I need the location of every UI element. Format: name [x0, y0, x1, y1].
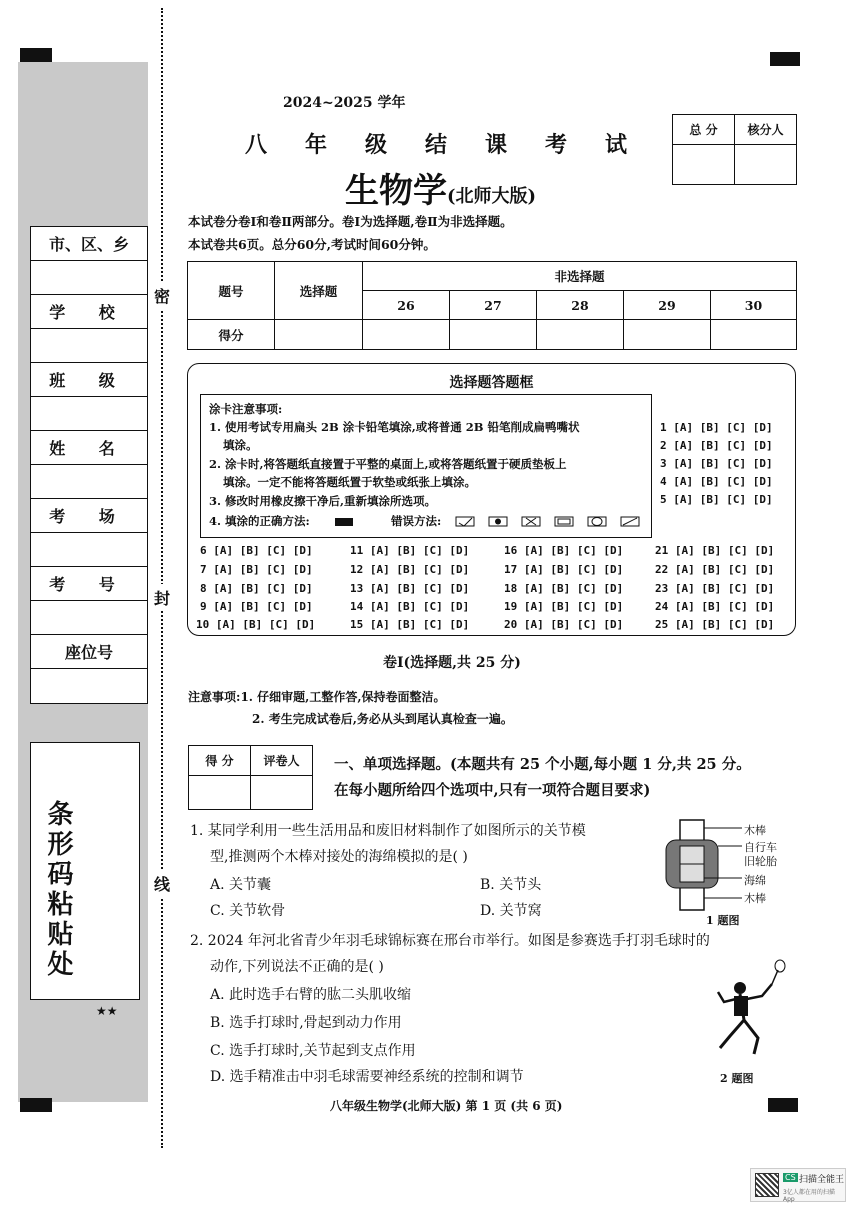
- bubble-row-4[interactable]: 4 [A] [B] [C] [D]: [660, 475, 773, 488]
- seal-char-feng: 封: [154, 584, 170, 611]
- grid-col-30: 30: [711, 291, 797, 320]
- alignment-marker-bottom-right: [768, 1098, 798, 1112]
- q2-option-b[interactable]: B. 选手打球时,骨起到动力作用: [210, 1015, 402, 1031]
- bubble-row-17[interactable]: 17 [A] [B] [C] [D]: [504, 563, 624, 576]
- grid-score-26[interactable]: [363, 320, 450, 350]
- qr-code-icon: [755, 1173, 779, 1197]
- bubble-row-25[interactable]: 25 [A] [B] [C] [D]: [655, 618, 775, 631]
- notes-line-1: 注意事项:1. 仔细审题,工整作答,保持卷面整洁。: [188, 690, 446, 704]
- page-footer: 八年级生物学(北师大版) 第 1 页 (共 6 页): [330, 1099, 563, 1113]
- grid-label-score: 得分: [188, 320, 275, 350]
- q1-option-a[interactable]: A. 关节囊: [210, 877, 272, 893]
- field-district: 市、区、乡: [31, 227, 147, 261]
- bubble-row-8[interactable]: 8 [A] [B] [C] [D]: [200, 582, 313, 595]
- bubble-row-6[interactable]: 6 [A] [B] [C] [D]: [200, 544, 313, 557]
- field-exam-room-blank[interactable]: [31, 533, 147, 567]
- bubble-row-15[interactable]: 15 [A] [B] [C] [D]: [350, 618, 470, 631]
- field-class: 班 级: [31, 363, 147, 397]
- scanner-watermark: [750, 1168, 846, 1202]
- bubble-row-1[interactable]: 1 [A] [B] [C] [D]: [660, 421, 773, 434]
- field-exam-room: 考 场: [31, 499, 147, 533]
- badminton-player-figure: [700, 958, 790, 1062]
- notice-title: 涂卡注意事项:: [209, 402, 283, 416]
- field-name-blank[interactable]: [31, 465, 147, 499]
- notes-line-2: 2. 考生完成试卷后,务必从头到尾认真检查一遍。: [252, 712, 513, 726]
- q2-option-c[interactable]: C. 选手打球时,关节起到支点作用: [210, 1043, 416, 1059]
- intro-line-2: 本试卷共6页。总分60分,考试时间60分钟。: [188, 237, 436, 252]
- field-district-blank[interactable]: [31, 261, 147, 295]
- grid-col-29: 29: [624, 291, 711, 320]
- bubble-row-16[interactable]: 16 [A] [B] [C] [D]: [504, 544, 624, 557]
- grader-score-label: 得 分: [189, 746, 251, 776]
- bubble-row-14[interactable]: 14 [A] [B] [C] [D]: [350, 600, 470, 613]
- part-title: 一、单项选择题。(本题共有 25 个小题,每小题 1 分,共 25 分。: [334, 756, 751, 773]
- seal-char-mi: 密: [154, 282, 170, 309]
- bubble-row-11[interactable]: 11 [A] [B] [C] [D]: [350, 544, 470, 557]
- fig1-label-tire: 旧轮胎: [744, 855, 777, 868]
- total-score-cell[interactable]: [673, 145, 735, 185]
- grader-score-cell[interactable]: [189, 776, 251, 810]
- alignment-marker-bottom-left: [20, 1098, 52, 1112]
- notice-line-3: 2. 涂卡时,将答题纸直接置于平整的桌面上,或将答题纸置于硬质垫板上: [209, 457, 567, 471]
- seal-line: [161, 8, 163, 1148]
- grid-score-29[interactable]: [624, 320, 711, 350]
- intro-line-1: 本试卷分卷Ⅰ和卷Ⅱ两部分。卷Ⅰ为选择题,卷Ⅱ为非选择题。: [188, 214, 513, 229]
- grader-table: [188, 745, 313, 810]
- scanner-tagline: 3亿人都在用的扫描App: [783, 1189, 835, 1203]
- bubble-row-13[interactable]: 13 [A] [B] [C] [D]: [350, 582, 470, 595]
- grid-label-nonchoice: 非选择题: [363, 262, 797, 291]
- total-score-label: 总 分: [673, 115, 735, 145]
- field-exam-number: 考 号: [31, 567, 147, 601]
- notice-line-4: 填涂。一定不能将答题纸置于软垫或纸张上填涂。: [223, 475, 476, 489]
- q2-option-a[interactable]: A. 此时选手右臂的肱二头肌收缩: [210, 987, 412, 1003]
- notice-line-1: 1. 使用考试专用扁头 2B 涂卡铅笔填涂,或将普通 2B 铅笔削成扁鸭嘴状: [209, 420, 580, 434]
- field-school: 学 校: [31, 295, 147, 329]
- grid-score-30[interactable]: [711, 320, 797, 350]
- alignment-marker-top-right: [770, 52, 800, 66]
- joint-model-figure: [650, 818, 750, 914]
- grid-score-27[interactable]: [450, 320, 537, 350]
- grid-score-choice[interactable]: [275, 320, 363, 350]
- bubble-row-21[interactable]: 21 [A] [B] [C] [D]: [655, 544, 775, 557]
- notice-wrong-label: 错误方法:: [391, 514, 442, 528]
- q1-stem-2: 型,推测两个木棒对接处的海绵模拟的是( ): [210, 849, 468, 865]
- grid-label-number: 题号: [188, 262, 275, 320]
- grader-name-label: 评卷人: [251, 746, 313, 776]
- checker-cell[interactable]: [735, 145, 797, 185]
- bubble-row-7[interactable]: 7 [A] [B] [C] [D]: [200, 563, 313, 576]
- grader-name-cell[interactable]: [251, 776, 313, 810]
- grid-col-26: 26: [363, 291, 450, 320]
- field-school-blank[interactable]: [31, 329, 147, 363]
- barcode-label: 条形码粘贴处: [43, 800, 73, 980]
- notice-line-6: 4. 填涂的正确方法:: [209, 514, 310, 528]
- bubble-row-3[interactable]: 3 [A] [B] [C] [D]: [660, 457, 773, 470]
- field-name: 姓 名: [31, 431, 147, 465]
- grid-score-28[interactable]: [537, 320, 624, 350]
- bubble-row-19[interactable]: 19 [A] [B] [C] [D]: [504, 600, 624, 613]
- notice-line-2: 填涂。: [223, 438, 258, 452]
- field-exam-number-blank[interactable]: [31, 601, 147, 635]
- fig2-caption: 2 题图: [720, 1072, 754, 1085]
- fig1-label-bicycle: 自行车: [744, 841, 777, 854]
- seal-char-xian: 线: [154, 870, 170, 897]
- question-score-grid: [187, 261, 797, 350]
- bubble-row-2[interactable]: 2 [A] [B] [C] [D]: [660, 439, 773, 452]
- subject-edition: (北师大版): [447, 186, 537, 207]
- q1-option-d[interactable]: D. 关节窝: [480, 903, 542, 919]
- field-class-blank[interactable]: [31, 397, 147, 431]
- q1-option-b[interactable]: B. 关节头: [480, 877, 542, 893]
- scanner-name: 扫描全能王: [799, 1175, 845, 1185]
- bubble-row-9[interactable]: 9 [A] [B] [C] [D]: [200, 600, 313, 613]
- bubble-row-10[interactable]: 10 [A] [B] [C] [D]: [196, 618, 316, 631]
- subject-name: 生物学: [345, 171, 447, 211]
- q1-stem-1: 1. 某同学利用一些生活用品和废旧材料制作了如图所示的关节模: [190, 823, 586, 839]
- stars-mark: ★★: [96, 1004, 118, 1018]
- q1-option-c[interactable]: C. 关节软骨: [210, 903, 286, 919]
- answer-box-title: 选择题答题框: [449, 375, 534, 391]
- grid-col-27: 27: [450, 291, 537, 320]
- bubble-row-18[interactable]: 18 [A] [B] [C] [D]: [504, 582, 624, 595]
- q2-stem-1: 2. 2024 年河北省青少年羽毛球锦标赛在邢台市举行。如图是参赛选手打羽毛球时的: [190, 933, 710, 949]
- student-info-box: [30, 226, 148, 704]
- bubble-row-5[interactable]: 5 [A] [B] [C] [D]: [660, 493, 773, 506]
- bubble-row-12[interactable]: 12 [A] [B] [C] [D]: [350, 563, 470, 576]
- section-title: 卷Ⅰ(选择题,共 25 分): [383, 655, 521, 671]
- field-seat: 座位号: [31, 635, 147, 669]
- bubble-row-22[interactable]: 22 [A] [B] [C] [D]: [655, 563, 775, 576]
- school-year: 2024~2025 学年: [283, 95, 406, 111]
- fig1-caption: 1 题图: [706, 914, 740, 927]
- exam-title: 八年级结课考试: [245, 132, 666, 158]
- fig1-label-stick-top: 木棒: [744, 824, 766, 837]
- bubble-row-24[interactable]: 24 [A] [B] [C] [D]: [655, 600, 775, 613]
- notice-line-5: 3. 修改时用橡皮擦干净后,重新填涂所选项。: [209, 494, 437, 508]
- total-score-table: [672, 114, 797, 185]
- field-seat-blank[interactable]: [31, 669, 147, 703]
- part-title-2: 在每小题所给四个选项中,只有一项符合题目要求): [334, 782, 651, 799]
- fill-notice-box: [200, 394, 652, 538]
- wrong-fill-samples: [455, 515, 645, 529]
- checker-label: 核分人: [735, 115, 797, 145]
- grid-col-28: 28: [537, 291, 624, 320]
- subject-title: [345, 163, 536, 212]
- cs-logo-icon: CS: [785, 1173, 796, 1182]
- grid-label-choice: 选择题: [275, 262, 363, 320]
- correct-fill-sample: [335, 518, 353, 526]
- q2-option-d[interactable]: D. 选手精准击中羽毛球需要神经系统的控制和调节: [210, 1069, 524, 1085]
- bubble-row-20[interactable]: 20 [A] [B] [C] [D]: [504, 618, 624, 631]
- fig1-label-sponge: 海绵: [744, 874, 766, 887]
- fig1-label-stick-bottom: 木棒: [744, 892, 766, 905]
- q2-stem-2: 动作,下列说法不正确的是( ): [210, 959, 384, 975]
- alignment-marker-top-left: [20, 48, 52, 62]
- bubble-row-23[interactable]: 23 [A] [B] [C] [D]: [655, 582, 775, 595]
